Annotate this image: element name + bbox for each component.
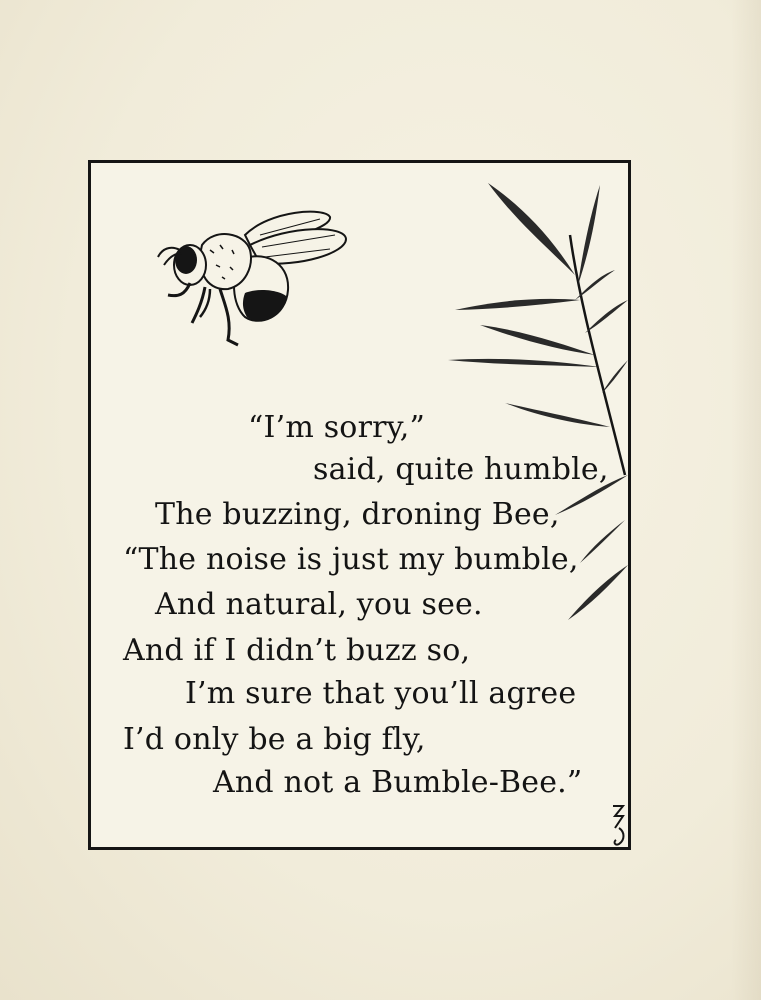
- poem-line-3: The buzzing, droning Bee,: [155, 497, 560, 532]
- poem-line-4: “The noise is just my bumble,: [123, 542, 579, 577]
- poem-line-9: And not a Bumble-Bee.”: [213, 765, 583, 800]
- poem-line-5: And natural, you see.: [155, 587, 483, 622]
- page-edge-shadow: [731, 0, 761, 1000]
- poem-line-6: And if I didn’t buzz so,: [123, 633, 471, 668]
- poem-line-8: I’d only be a big fly,: [123, 722, 426, 757]
- willow-branch-icon: [440, 175, 630, 625]
- monogram-icon: [607, 800, 631, 850]
- poem-line-1: “I’m sorry,”: [248, 410, 426, 445]
- poem-line-2: said, quite humble,: [313, 452, 609, 487]
- bee-icon: [150, 205, 360, 355]
- poem-line-7: I’m sure that you’ll agree: [185, 676, 577, 711]
